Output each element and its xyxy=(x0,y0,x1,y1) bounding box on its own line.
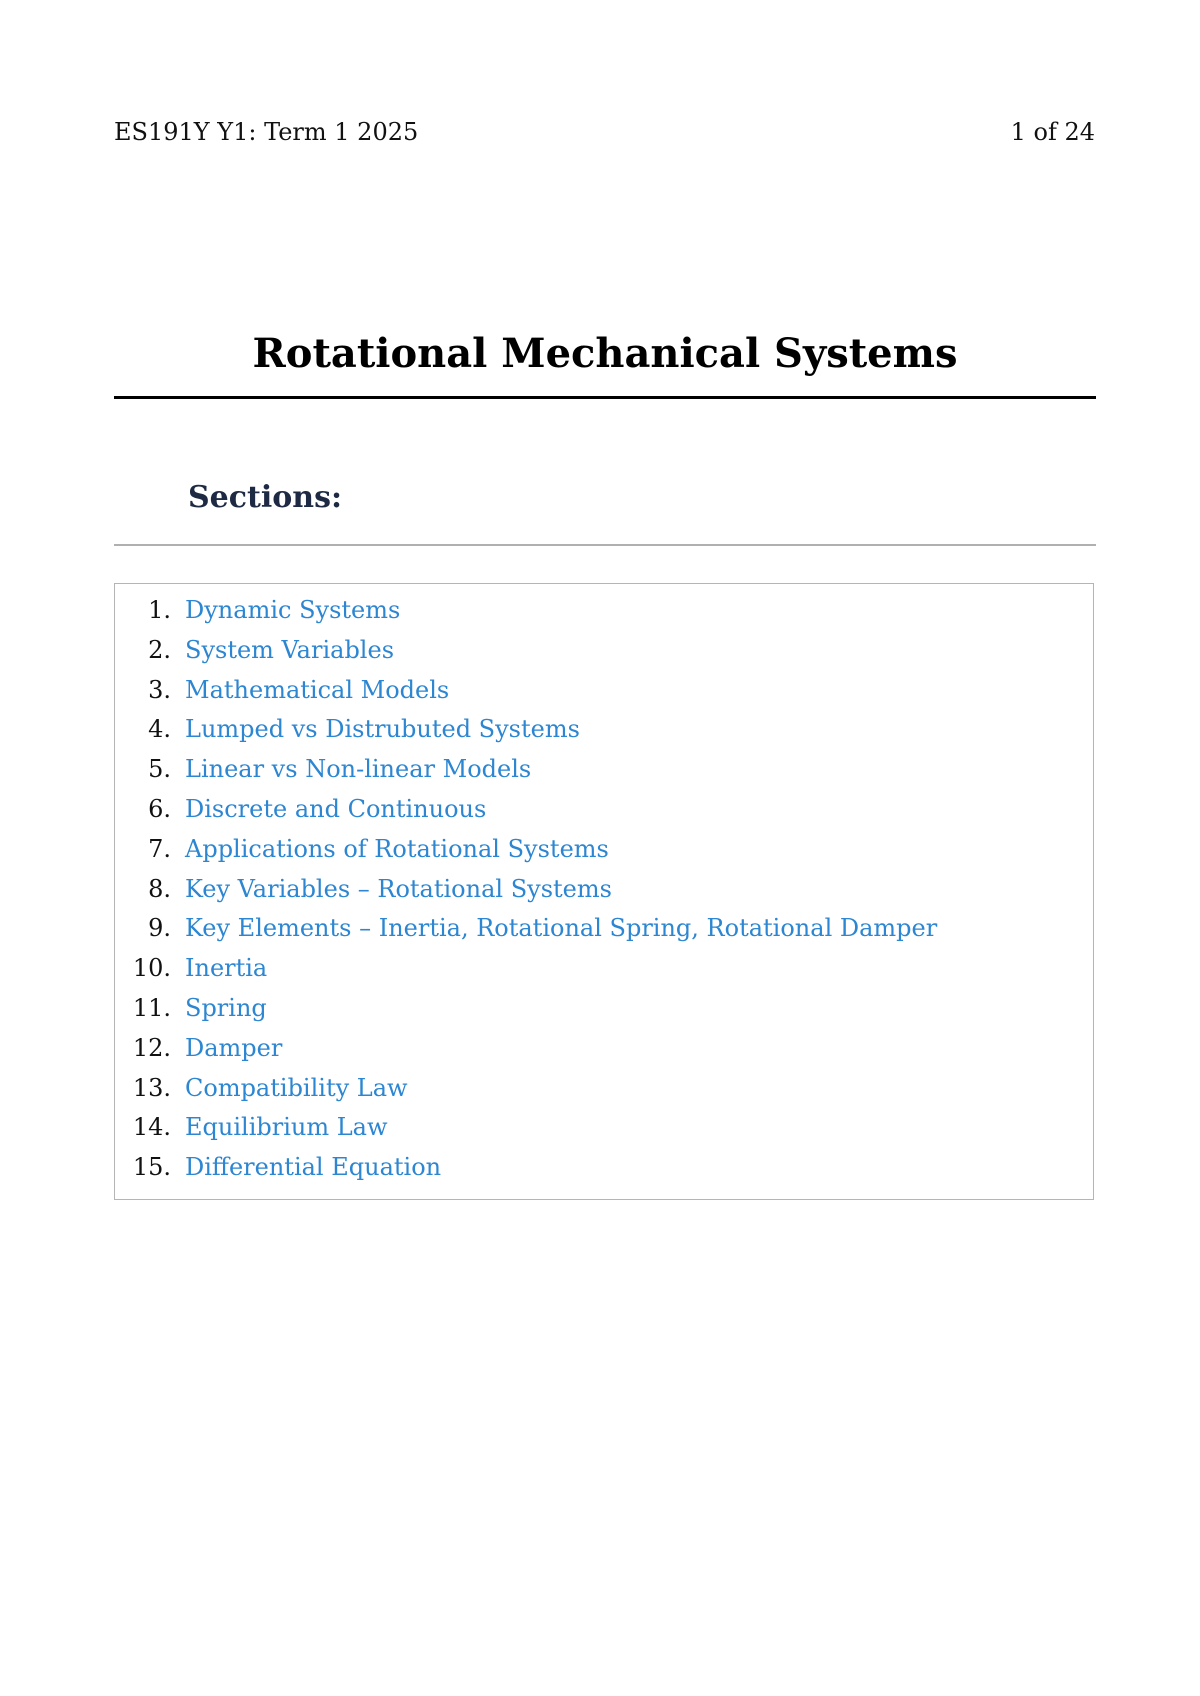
sections-heading: Sections: xyxy=(188,480,343,515)
toc-item-number: 2. xyxy=(148,635,171,664)
toc-link-mathematical-models[interactable]: Mathematical Models xyxy=(185,675,450,704)
page-header xyxy=(114,118,1095,150)
toc-item-number: 12. xyxy=(132,1033,171,1062)
toc-link-system-variables[interactable]: System Variables xyxy=(185,635,395,664)
toc-item-number: 14. xyxy=(132,1113,171,1142)
sections-divider xyxy=(114,544,1096,546)
toc-link-applications[interactable]: Applications of Rotational Systems xyxy=(185,834,609,863)
toc-item xyxy=(115,954,1093,994)
toc-link-spring[interactable]: Spring xyxy=(185,993,267,1022)
toc-link-damper[interactable]: Damper xyxy=(185,1033,283,1062)
toc-item-number: 9. xyxy=(148,914,171,943)
toc-item xyxy=(115,795,1093,835)
toc-link-key-variables[interactable]: Key Variables – Rotational Systems xyxy=(185,874,612,903)
toc-link-compatibility-law[interactable]: Compatibility Law xyxy=(185,1073,408,1102)
toc-link-dynamic-systems[interactable]: Dynamic Systems xyxy=(185,596,401,624)
toc-item xyxy=(115,715,1093,755)
toc-item xyxy=(115,1153,1093,1193)
toc-item xyxy=(115,835,1093,875)
toc-item xyxy=(115,755,1093,795)
title-divider xyxy=(114,396,1096,399)
toc-item xyxy=(115,1074,1093,1114)
toc-link-equilibrium-law[interactable]: Equilibrium Law xyxy=(185,1113,388,1142)
toc-item-number: 3. xyxy=(148,675,171,704)
course-label: ES191Y Y1: Term 1 2025 xyxy=(114,118,419,146)
toc-link-key-elements[interactable]: Key Elements – Inertia, Rotational Spring, Rotational Damper xyxy=(185,914,938,943)
toc-link-differential-equation[interactable]: Differential Equation xyxy=(185,1153,442,1182)
toc-link-linear-vs-nonlinear[interactable]: Linear vs Non-linear Models xyxy=(185,755,532,784)
toc-item-number: 5. xyxy=(148,755,171,784)
toc-item-number: 11. xyxy=(132,993,171,1022)
toc-item xyxy=(115,636,1093,676)
document-title: Rotational Mechanical Systems xyxy=(252,330,958,377)
toc-item xyxy=(115,596,1093,636)
toc-item xyxy=(115,875,1093,915)
toc-item-number: 4. xyxy=(148,715,171,744)
toc-link-discrete-and-continuous[interactable]: Discrete and Continuous xyxy=(185,794,487,823)
toc-item-number: 6. xyxy=(148,794,171,823)
toc-item xyxy=(115,1034,1093,1074)
toc-link-inertia[interactable]: Inertia xyxy=(185,954,268,983)
toc-item-number: 10. xyxy=(132,954,171,983)
table-of-contents xyxy=(114,583,1094,1200)
toc-item-number: 1. xyxy=(148,596,171,624)
toc-item xyxy=(115,914,1093,954)
toc-item xyxy=(115,994,1093,1034)
page-number: 1 of 24 xyxy=(1010,118,1095,146)
toc-item xyxy=(115,1113,1093,1153)
toc-item-number: 8. xyxy=(148,874,171,903)
toc-item-number: 13. xyxy=(132,1073,171,1102)
toc-link-lumped-vs-distributed[interactable]: Lumped vs Distrubuted Systems xyxy=(185,715,580,744)
toc-item-number: 15. xyxy=(132,1153,171,1182)
toc-item-number: 7. xyxy=(148,834,171,863)
toc-list xyxy=(115,584,1093,1193)
toc-item xyxy=(115,676,1093,716)
